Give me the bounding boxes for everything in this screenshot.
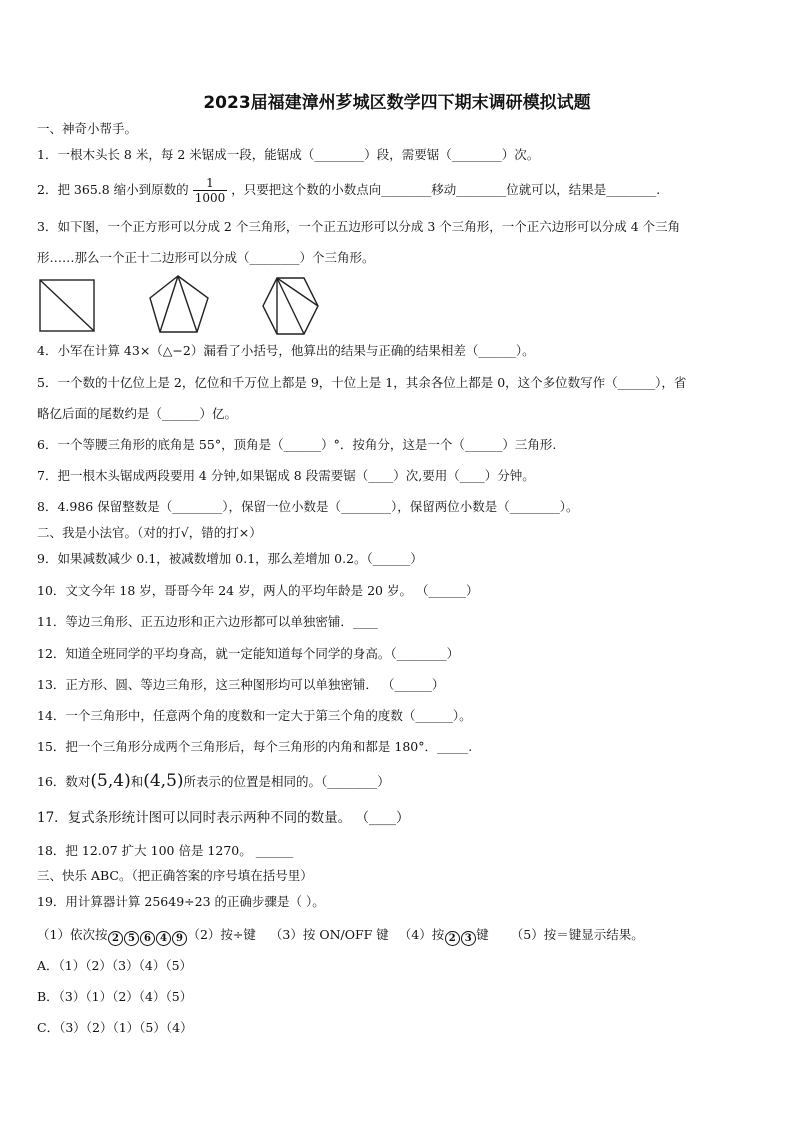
step-4-suffix: 键 bbox=[476, 927, 489, 942]
question-5-line-1: 5．一个数的十亿位上是 2，亿位和千万位上都是 9，十位上是 1，其余各位上都是 0，这个多位数写作（______），省 bbox=[37, 375, 687, 390]
fraction-denominator: 1000 bbox=[194, 191, 226, 205]
question-19: 19．用计算器计算 25649÷23 的正确步骤是（ ）。 bbox=[37, 894, 325, 909]
question-16 bbox=[37, 772, 759, 791]
key-circle: 2 bbox=[108, 931, 123, 946]
section-heading-2: 二、我是小法官。（对的打√，错的打×） bbox=[37, 525, 262, 540]
question-16-suffix: 所表示的位置是相同的。（________） bbox=[183, 774, 390, 789]
step-2-label: （2）按÷键 bbox=[187, 927, 256, 942]
question-8: 8．4.986 保留整数是（________），保留一位小数是（________），保留两位小数是（________）。 bbox=[37, 499, 579, 514]
square-divided-icon bbox=[40, 280, 94, 331]
option-c: C．（3）（2）（1）（5）（4） bbox=[37, 1020, 193, 1035]
question-11: 11．等边三角形、正五边形和正六边形都可以单独密铺．____ bbox=[37, 614, 378, 629]
coordinate-pair-1: (5,4) bbox=[90, 771, 131, 791]
question-4: 4．小军在计算 43×（△−2）漏看了小括号，他算出的结果与正确的结果相差（______）。 bbox=[37, 343, 535, 358]
polygon-figures bbox=[30, 270, 330, 338]
question-16-prefix: 16．数对 bbox=[37, 774, 91, 789]
question-7: 7．把一根木头锯成两段要用 4 分钟,如果锯成 8 段需要锯（____）次,要用（____）分钟。 bbox=[37, 468, 535, 483]
question-10: 10．文文今年 18 岁，哥哥今年 24 岁，两人的平均年龄是 20 岁。 （______） bbox=[37, 583, 479, 598]
key-circle: 5 bbox=[124, 931, 139, 946]
question-16-mid: 和 bbox=[130, 774, 144, 789]
key-circle: 3 bbox=[461, 931, 476, 946]
fraction bbox=[193, 176, 228, 205]
section-heading-3: 三、快乐 ABC。（把正确答案的序号填在括号里） bbox=[37, 868, 313, 883]
question-2 bbox=[37, 176, 759, 205]
page-title: 2023届福建漳州芗城区数学四下期末调研模拟试题 bbox=[203, 93, 591, 113]
question-3-line-2: 形……那么一个正十二边形可以分成（________）个三角形。 bbox=[37, 250, 375, 265]
question-18: 18．把 12.07 扩大 100 倍是 1270。 ______ bbox=[37, 843, 294, 858]
question-19-steps bbox=[37, 926, 759, 946]
key-circle: 2 bbox=[445, 931, 460, 946]
question-2-prefix: 2．把 365.8 缩小到原数的 bbox=[37, 182, 189, 197]
question-6: 6．一个等腰三角形的底角是 55°，顶角是（______）°．按角分，这是一个（______）三角形. bbox=[37, 437, 557, 452]
key-circle: 4 bbox=[156, 931, 171, 946]
section-heading-1: 一、神奇小帮手。 bbox=[37, 121, 138, 136]
question-2-suffix: ，只要把这个数的小数点向________移动________位就可以，结果是________. bbox=[231, 182, 661, 197]
fraction-numerator: 1 bbox=[193, 176, 228, 191]
step-4-label: （4）按 bbox=[398, 927, 445, 942]
step-3-label: （3）按 ON/OFF 键 bbox=[269, 927, 389, 942]
question-14: 14．一个三角形中，任意两个角的度数和一定大于第三个角的度数（______）。 bbox=[37, 708, 472, 723]
question-17: 17．复式条形统计图可以同时表示两种不同的数量。 （____） bbox=[37, 810, 410, 826]
coordinate-pair-2: (4,5) bbox=[143, 771, 184, 791]
question-5-line-2: 略亿后面的尾数约是（______）亿。 bbox=[37, 406, 238, 421]
hexagon-divided-icon bbox=[263, 278, 318, 334]
question-12: 12．知道全班同学的平均身高，就一定能知道每个同学的身高。（________） bbox=[37, 646, 460, 661]
key-circle: 9 bbox=[172, 931, 187, 946]
pentagon-divided-icon bbox=[150, 276, 208, 332]
question-13: 13．正方形、圆、等边三角形，这三种图形均可以单独密铺． （______） bbox=[37, 677, 445, 692]
question-9: 9．如果减数减少 0.1，被减数增加 0.1，那么差增加 0.2。（______） bbox=[37, 551, 423, 566]
option-b: B．（3）（1）（2）（4）（5） bbox=[37, 989, 193, 1004]
question-15: 15．把一个三角形分成两个三角形后，每个三角形的内角和都是 180°．_____. bbox=[37, 739, 473, 754]
step-1-label: （1）依次按 bbox=[37, 927, 108, 942]
step-5-label: （5）按＝键显示结果。 bbox=[510, 927, 644, 942]
option-a: A．（1）（2）（3）（4）（5） bbox=[37, 958, 193, 973]
key-circle: 6 bbox=[140, 931, 155, 946]
question-1: 1．一根木头长 8 米，每 2 米锯成一段，能锯成（________）段，需要锯（________）次。 bbox=[37, 147, 540, 162]
question-3-line-1: 3．如下图，一个正方形可以分成 2 个三角形，一个正五边形可以分成 3 个三角形，一个正六边形可以分成 4 个三角 bbox=[37, 219, 681, 234]
